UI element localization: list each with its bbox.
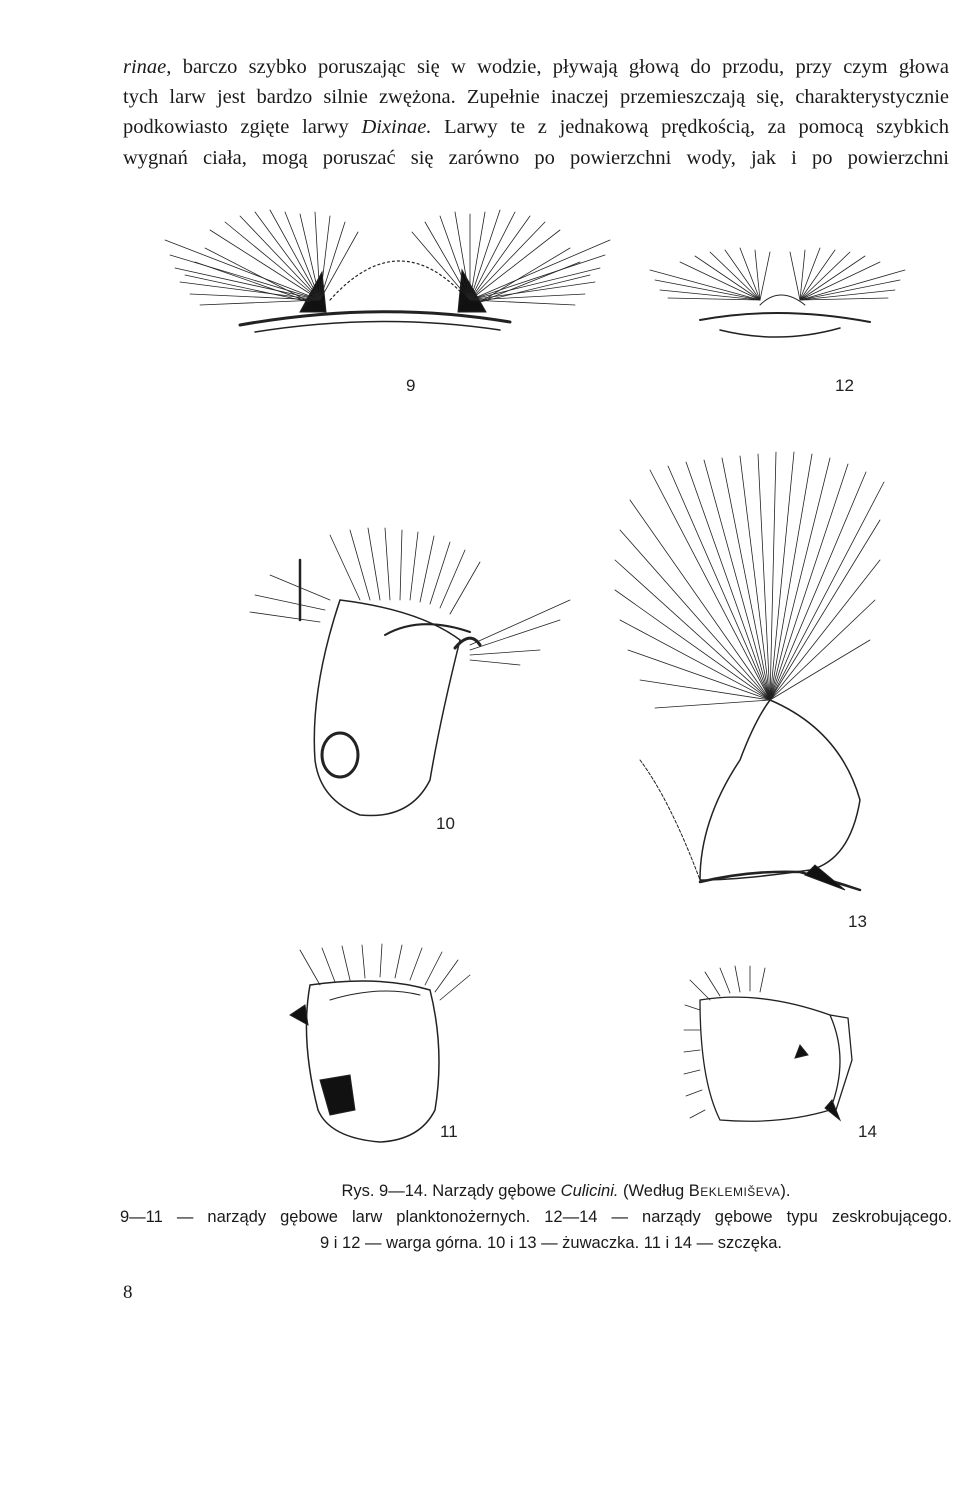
italic-taxon: Dixinae. <box>361 116 432 139</box>
caption-line-1 <box>120 1178 952 1204</box>
figure-12-drawing <box>650 248 905 337</box>
figure-label-9: 9 <box>406 376 416 395</box>
figure-label-13: 13 <box>848 912 867 931</box>
caption-author: Beklemiševa <box>688 1182 781 1200</box>
body-line-4: wygnań ciała, mogą poruszać się zarówno po powierzchni wody, jak i po powierzchni <box>123 146 949 169</box>
figure-label-14: 14 <box>858 1122 877 1141</box>
body-line-3-post: Larwy te z jednakową prędkością, za pomocą szybkich <box>431 116 949 139</box>
body-line-3-pre: podkowiasto zgięte larwy <box>123 116 362 139</box>
figure-13-drawing <box>615 452 884 890</box>
body-line-2: tych larw jest bardzo silnie zwężona. Zupełnie inaczej przemieszczają się, charakterystycznie <box>123 86 949 109</box>
caption-taxon: Culicini. <box>560 1182 619 1200</box>
figure-label-11: 11 <box>440 1122 458 1141</box>
body-line-1-rest: barczo szybko poruszając się w wodzie, pływają głową do przodu, przy czym głowa <box>171 56 949 78</box>
figure-14-drawing <box>684 966 852 1121</box>
figure-10-drawing <box>250 528 570 816</box>
figure-9-drawing <box>165 210 610 332</box>
page-number: 8 <box>123 1282 133 1303</box>
figure-11-drawing <box>290 944 470 1142</box>
figure-caption <box>120 1178 952 1256</box>
caption-post: ). <box>780 1182 791 1200</box>
figure-label-10: 10 <box>436 814 455 833</box>
figure-label-12: 12 <box>835 376 854 395</box>
italic-word: rinae, <box>123 56 172 78</box>
caption-line-3: 9 i 12 — warga górna. 10 i 13 — żuwaczka. 11 i 14 — szczęka. <box>320 1234 782 1252</box>
caption-mid: (Według <box>618 1182 689 1200</box>
caption-line-2: 9—11 — narządy gębowe larw planktonożernych. 12—14 — narządy gębowe typu zeskrobującego. <box>120 1208 952 1226</box>
caption-prefix: Rys. 9—14. Narządy gębowe <box>341 1182 561 1200</box>
